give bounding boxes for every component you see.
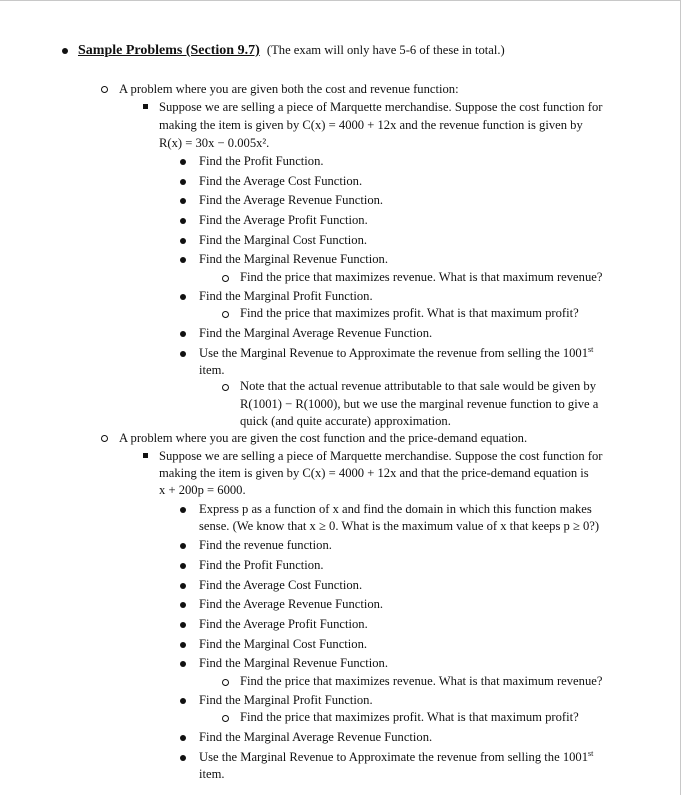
s1-item-marginal-profit: Find the Marginal Profit Function. xyxy=(199,289,373,303)
s1-item-avg-cost: Find the Average Cost Function. xyxy=(199,174,363,188)
s1-item-profit: Find the Profit Function. xyxy=(199,154,324,168)
page-title: Sample Problems (Section 9.7) xyxy=(78,43,260,58)
bullet-disc xyxy=(180,755,186,761)
s1-note-1: Note that the actual revenue attributable to that sale would be given by xyxy=(240,379,597,393)
s1-sub-max-profit: Find the price that maximizes profit. What is that maximum profit? xyxy=(240,306,579,320)
bullet-circle xyxy=(222,679,229,686)
bullet-circle xyxy=(101,86,108,93)
s1-note-3: quick (and quite accurate) approximation. xyxy=(240,414,451,428)
section1-intro-1: Suppose we are selling a piece of Marquette merchandise. Suppose the cost function for xyxy=(159,100,603,114)
ordinal-suffix: st xyxy=(588,344,594,354)
bullet-square xyxy=(143,453,148,458)
bullet-disc xyxy=(180,218,186,224)
header-line xyxy=(78,41,505,60)
s2-approx-text: Use the Marginal Revenue to Approximate the revenue from selling the 1001 xyxy=(199,750,589,764)
bullet-disc xyxy=(180,698,186,704)
s1-item-marginal-revenue: Find the Marginal Revenue Function. xyxy=(199,252,388,266)
bullet-disc xyxy=(180,735,186,741)
s2-item-approx-cont: item. xyxy=(199,767,225,781)
bullet-circle xyxy=(101,435,108,442)
bullet-disc xyxy=(180,622,186,628)
s2-item-approx xyxy=(199,748,593,766)
s2-item-marginal-cost: Find the Marginal Cost Function. xyxy=(199,637,368,651)
s1-approx-text: Use the Marginal Revenue to Approximate the revenue from selling the 1001 xyxy=(199,346,589,360)
s1-note-2: R(1001) − R(1000), but we use the marginal revenue function to give a xyxy=(240,397,599,411)
section2-intro-2: making the item is given by C(x) = 4000 + 12x and that the price-demand equation is xyxy=(159,466,589,480)
section2-heading: A problem where you are given the cost function and the price-demand equation. xyxy=(119,431,528,445)
bullet-disc xyxy=(180,238,186,244)
s1-item-avg-revenue: Find the Average Revenue Function. xyxy=(199,193,384,207)
bullet-disc xyxy=(180,331,186,337)
s1-item-approx-cont: item. xyxy=(199,363,225,377)
s2-item-revenue: Find the revenue function. xyxy=(199,538,332,552)
bullet-disc xyxy=(180,543,186,549)
bullet-disc xyxy=(180,661,186,667)
bullet-circle xyxy=(222,275,229,282)
s1-sub-max-revenue: Find the price that maximizes revenue. What is that maximum revenue? xyxy=(240,270,603,284)
bullet-disc xyxy=(62,48,68,54)
bullet-disc xyxy=(180,294,186,300)
section2-intro-3: x + 200p = 6000. xyxy=(159,483,246,497)
bullet-circle xyxy=(222,311,229,318)
s2-sub-max-revenue: Find the price that maximizes revenue. What is that maximum revenue? xyxy=(240,674,603,688)
s2-item-avg-revenue: Find the Average Revenue Function. xyxy=(199,597,384,611)
section1-intro-3: R(x) = 30x − 0.005x². xyxy=(159,136,270,150)
s2-item-marginal-avg-revenue: Find the Marginal Average Revenue Function. xyxy=(199,730,433,744)
bullet-disc xyxy=(180,602,186,608)
bullet-disc xyxy=(180,642,186,648)
bullet-disc xyxy=(180,507,186,513)
s2-item-avg-profit: Find the Average Profit Function. xyxy=(199,617,368,631)
header-note: (The exam will only have 5-6 of these in total.) xyxy=(266,43,505,57)
section2-intro-1: Suppose we are selling a piece of Marquette merchandise. Suppose the cost function for xyxy=(159,449,603,463)
s2-item-marginal-revenue: Find the Marginal Revenue Function. xyxy=(199,656,388,670)
ordinal-suffix: st xyxy=(588,748,594,758)
bullet-disc xyxy=(180,351,186,357)
bullet-square xyxy=(143,104,148,109)
s2-item-marginal-profit: Find the Marginal Profit Function. xyxy=(199,693,373,707)
bullet-circle xyxy=(222,384,229,391)
bullet-disc xyxy=(180,583,186,589)
s2-express-2: sense. (We know that x ≥ 0. What is the maximum value of x that keeps p ≥ 0?) xyxy=(199,519,600,533)
section1-intro-2: making the item is given by C(x) = 4000 + 12x and the revenue function is given by xyxy=(159,118,583,132)
s2-item-avg-cost: Find the Average Cost Function. xyxy=(199,578,363,592)
bullet-disc xyxy=(180,563,186,569)
bullet-disc xyxy=(180,198,186,204)
bullet-circle xyxy=(222,715,229,722)
page-top-border xyxy=(0,0,681,6)
s2-sub-max-profit: Find the price that maximizes profit. What is that maximum profit? xyxy=(240,710,579,724)
s2-item-profit: Find the Profit Function. xyxy=(199,558,324,572)
s1-item-marginal-avg-revenue: Find the Marginal Average Revenue Function. xyxy=(199,326,433,340)
bullet-disc xyxy=(180,159,186,165)
s1-item-marginal-cost: Find the Marginal Cost Function. xyxy=(199,233,368,247)
s2-express-1: Express p as a function of x and find the domain in which this function makes xyxy=(199,502,592,516)
s1-item-approx xyxy=(199,344,593,362)
bullet-disc xyxy=(180,179,186,185)
s1-item-avg-profit: Find the Average Profit Function. xyxy=(199,213,368,227)
bullet-disc xyxy=(180,257,186,263)
section1-heading: A problem where you are given both the cost and revenue function: xyxy=(119,82,459,96)
